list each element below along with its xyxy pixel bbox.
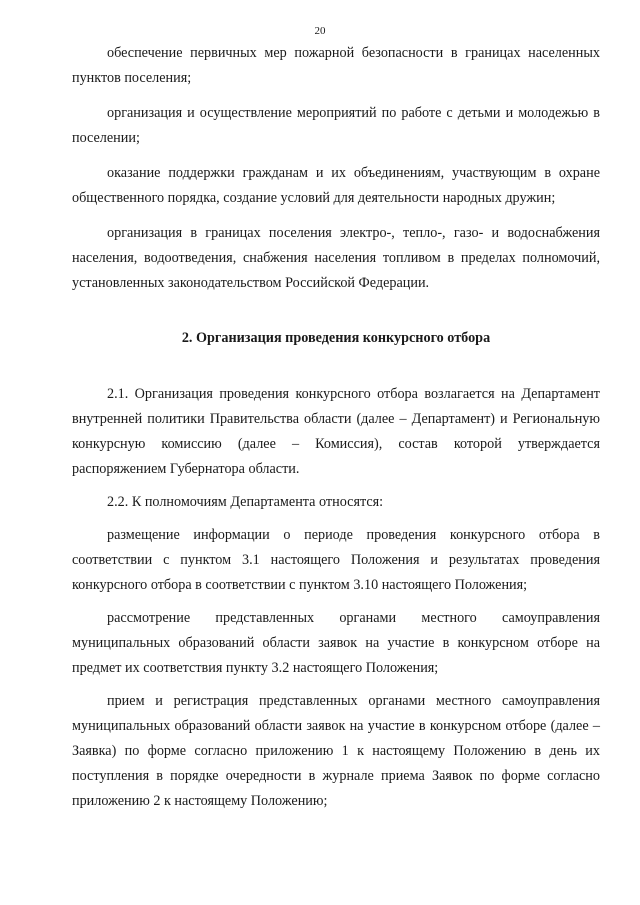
- paragraph-youth-work: организация и осуществление мероприятий по работе с детьми и молодежью в поселении;: [72, 105, 600, 146]
- paragraph-application-review: рассмотрение представленных органами местного самоуправления муниципальных образований области заявок на участие в конкурсном отборе на предмет их соответствия пункту 3.2 настоящего Положения;: [72, 610, 600, 676]
- paragraph-2-2: 2.2. К полномочиям Департамента относятся:: [107, 494, 384, 510]
- paragraph-2-1: 2.1. Организация проведения конкурсного отбора возлагается на Департамент внутренней политики Правительства области (далее – Департамент) и Региональную конкурсную комиссию (далее – Комиссия), состав которой утверждается распоряжением Губернатора области.: [72, 386, 600, 477]
- paragraph-application-registration: прием и регистрация представленных органами местного самоуправления муниципальных образований области заявок на участие в конкурсном отборе (далее – Заявка) по форме согласно приложению 1 к настоящему Положению в день их поступления в порядке очередности в журнале приема Заявок по форме согласно приложению 2 к настоящему Положению;: [72, 693, 600, 809]
- section-content: [72, 382, 600, 814]
- paragraph-utilities: организация в границах поселения электро-, тепло-, газо- и водоснабжения населения, водоотведения, снабжения населения топливом в пределах полномочий, установленных законодательством Российской Федерации.: [72, 225, 600, 291]
- document-body: [72, 41, 600, 822]
- paragraph-info-placement: размещение информации о периоде проведения конкурсного отбора в соответствии с пунктом 3.1 настоящего Положения и результатах проведения конкурсного отбора в соответствии с пунктом 3.10 настоящего Положения;: [72, 527, 600, 593]
- paragraph-public-order: оказание поддержки гражданам и их объединениям, участвующим в охране общественного порядка, создание условий для деятельности народных дружин;: [72, 165, 600, 206]
- paragraph-fire-safety: обеспечение первичных мер пожарной безопасности в границах населенных пунктов поселения;: [72, 45, 600, 86]
- page-number: 20: [314, 25, 326, 37]
- section-heading: 2. Организация проведения конкурсного отбора: [181, 330, 491, 346]
